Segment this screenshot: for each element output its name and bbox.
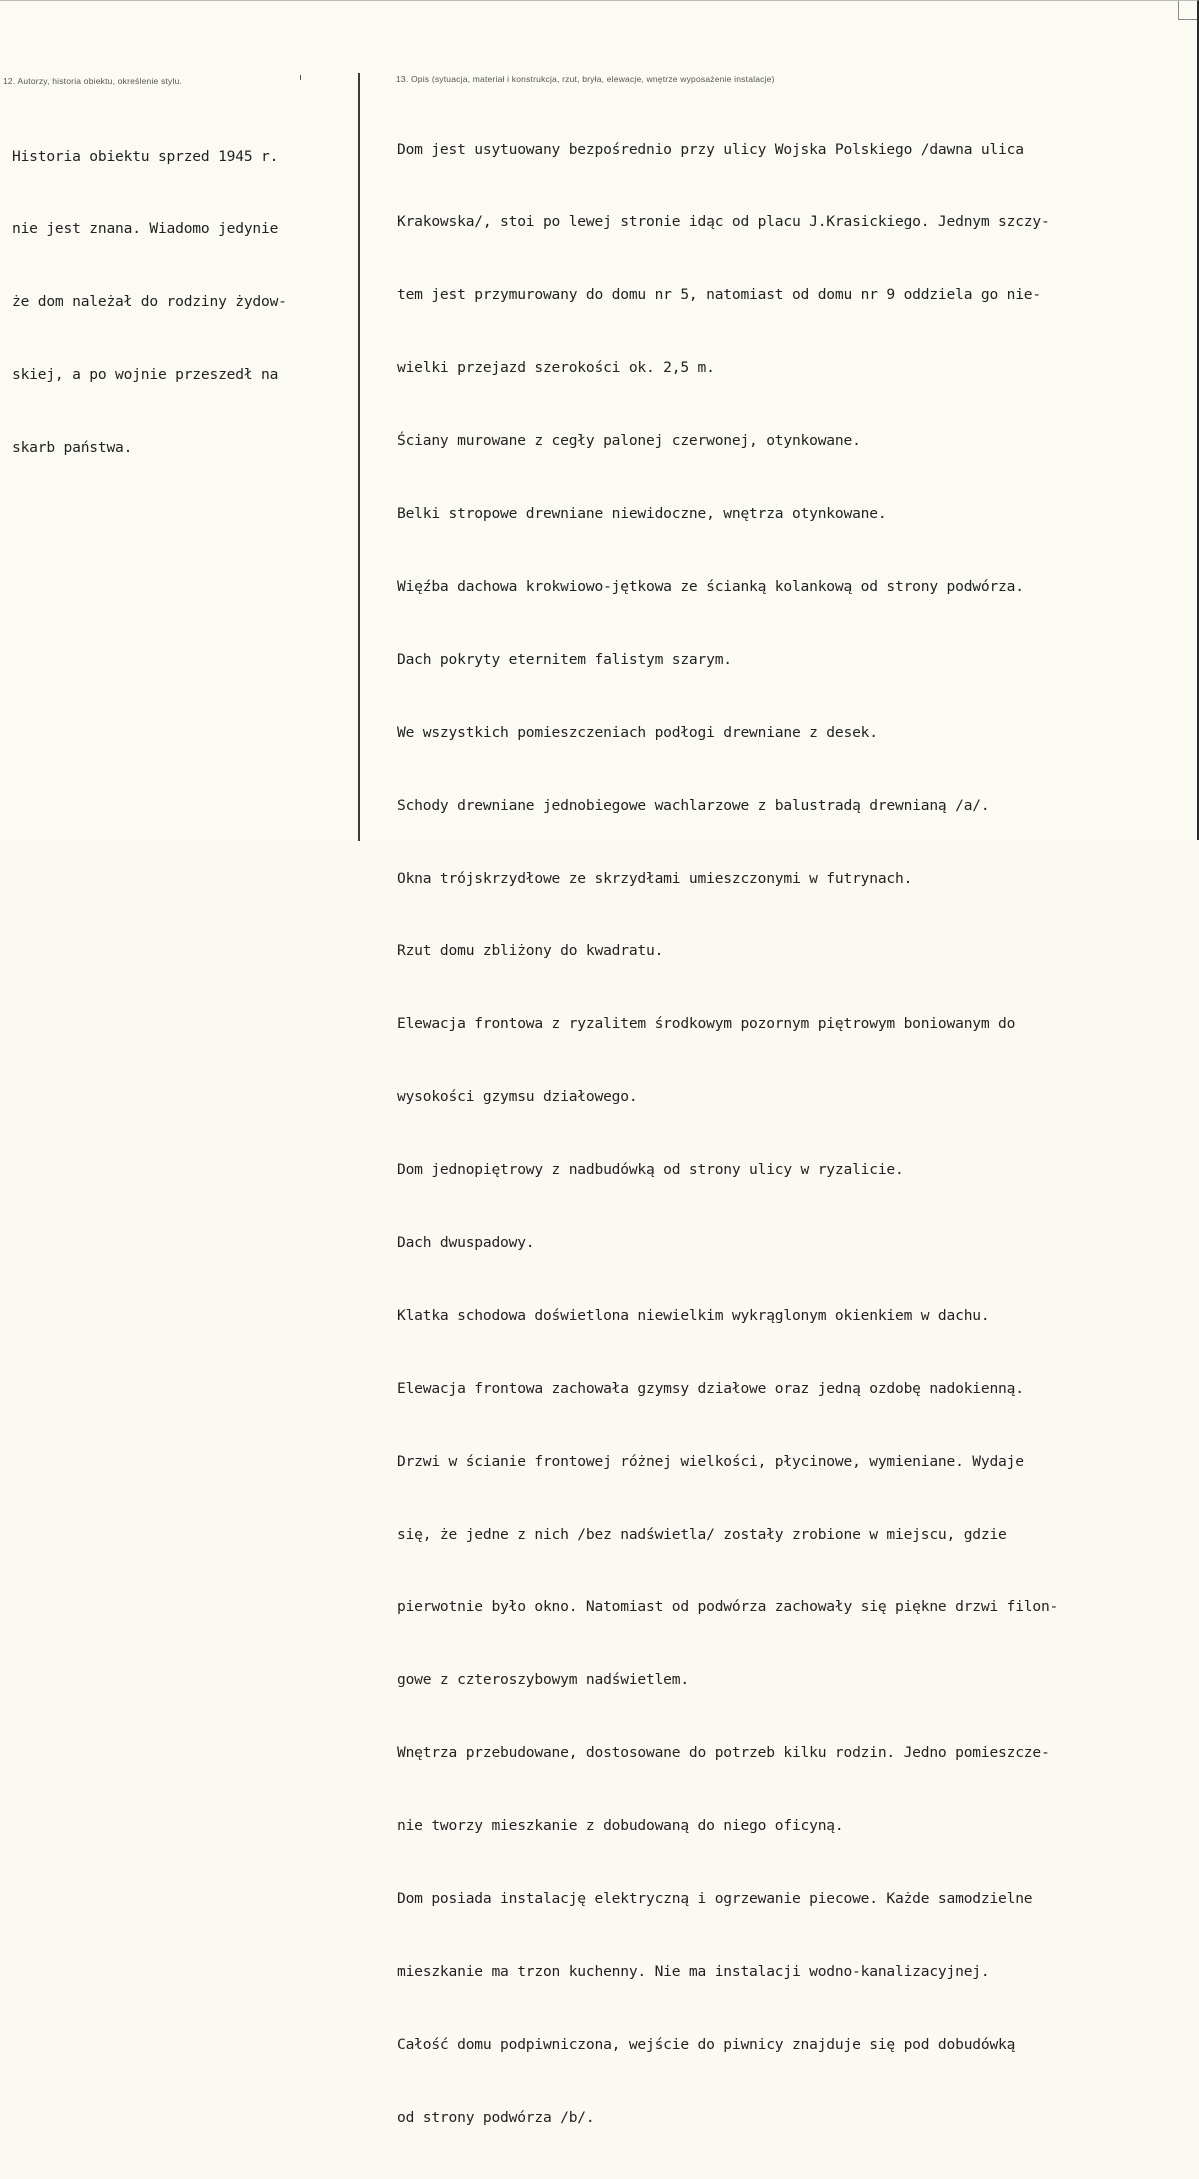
description-line: Więźba dachowa krokwiowo-jętkowa ze ścianką kolankową od strony podwórza. [397,577,1024,595]
description-line: Ściany murowane z cegły palonej czerwonej, otynkowane. [397,432,861,450]
card-corner-mark [1178,1,1197,20]
description-line: Drzwi w ścianie frontowej różnej wielkości, płycinowe, wymieniane. Wydaje [397,1452,1024,1470]
description-line: Elewacja frontowa zachowała gzymsy działowe oraz jedną ozdobę nadokienną. [397,1379,1024,1397]
history-line: skarb państwa. [12,439,133,457]
history-line: skiej, a po wojnie przeszedł na [12,366,279,384]
description-line: Całość domu podpiwniczona, wejście do piwnicy znajduje się pod dobudówką [397,2035,1016,2053]
history-line: nie jest znana. Wiadomo jedynie [12,220,279,238]
right-column-header: 13. Opis (sytuacja, materiał i konstrukcja, rzut, bryła, elewacje, wnętrze wyposażenie instalacje) [396,74,775,84]
description-line: mieszkanie ma trzon kuchenny. Nie ma instalacji wodno-kanalizacyjnej. [397,1962,990,1980]
description-line: Schody drewniane jednobiegowe wachlarzowe z balustradą drewnianą /a/. [397,796,990,814]
description-line: wysokości gzymsu działowego. [397,1088,638,1106]
description-line: od strony podwórza /b/. [397,2108,595,2126]
description-line: tem jest przymurowany do domu nr 5, natomiast od domu nr 9 oddziela go nie- [397,286,1041,304]
description-line: Rzut domu zbliżony do kwadratu. [397,942,664,960]
description-line: Dom posiada instalację elektryczną i ogrzewanie piecowe. Każde samodzielne [397,1889,1033,1907]
description-line: Wnętrza przebudowane, dostosowane do potrzeb kilku rodzin. Jedno pomieszcze- [397,1744,1050,1762]
description-line: wielki przejazd szerokości ok. 2,5 m. [397,359,715,377]
description-line: się, że jedne z nich /bez nadświetla/ zostały zrobione w miejscu, gdzie [397,1525,1007,1543]
description-line: Elewacja frontowa z ryzalitem środkowym pozornym piętrowym boniowanym do [397,1015,1016,1033]
description-line: Krakowska/, stoi po lewej stronie idąc od placu J.Krasickiego. Jednym szczy- [397,213,1050,231]
description-line: Dach dwuspadowy. [397,1233,535,1251]
description-line: We wszystkich pomieszczeniach podłogi drewniane z desek. [397,723,878,741]
description-line: nie tworzy mieszkanie z dobudowaną do niego oficyną. [397,1817,844,1835]
description-line: Dom jest usytuowany bezpośrednio przy ulicy Wojska Polskiego /dawna ulica [397,140,1024,158]
description-line: Okna trójskrzydłowe ze skrzydłami umieszczonymi w futrynach. [397,869,913,887]
description-line: Dach pokryty eternitem falistym szarym. [397,650,732,668]
history-line: że dom należał do rodziny żydow- [12,293,287,311]
description-line: pierwotnie było okno. Natomiast od podwórza zachowały się piękne drzwi filon- [397,1598,1059,1616]
description-line: gowe z czteroszybowym nadświetlem. [397,1671,689,1689]
column-divider [358,73,360,841]
history-text [12,96,287,509]
left-column-header: 12. Autorzy, historia obiektu, określenie stylu. [3,76,183,86]
description-text [397,89,1058,2179]
description-line: Klatka schodowa doświetlona niewielkim wykrąglonym okienkiem w dachu. [397,1306,990,1324]
description-line: Dom jednopiętrowy z nadbudówką od strony ulicy w ryzalicie. [397,1161,904,1179]
description-line: Belki stropowe drewniane niewidoczne, wnętrza otynkowane. [397,505,887,523]
stray-mark [300,75,301,80]
history-line: Historia obiektu sprzed 1945 r. [12,147,279,165]
